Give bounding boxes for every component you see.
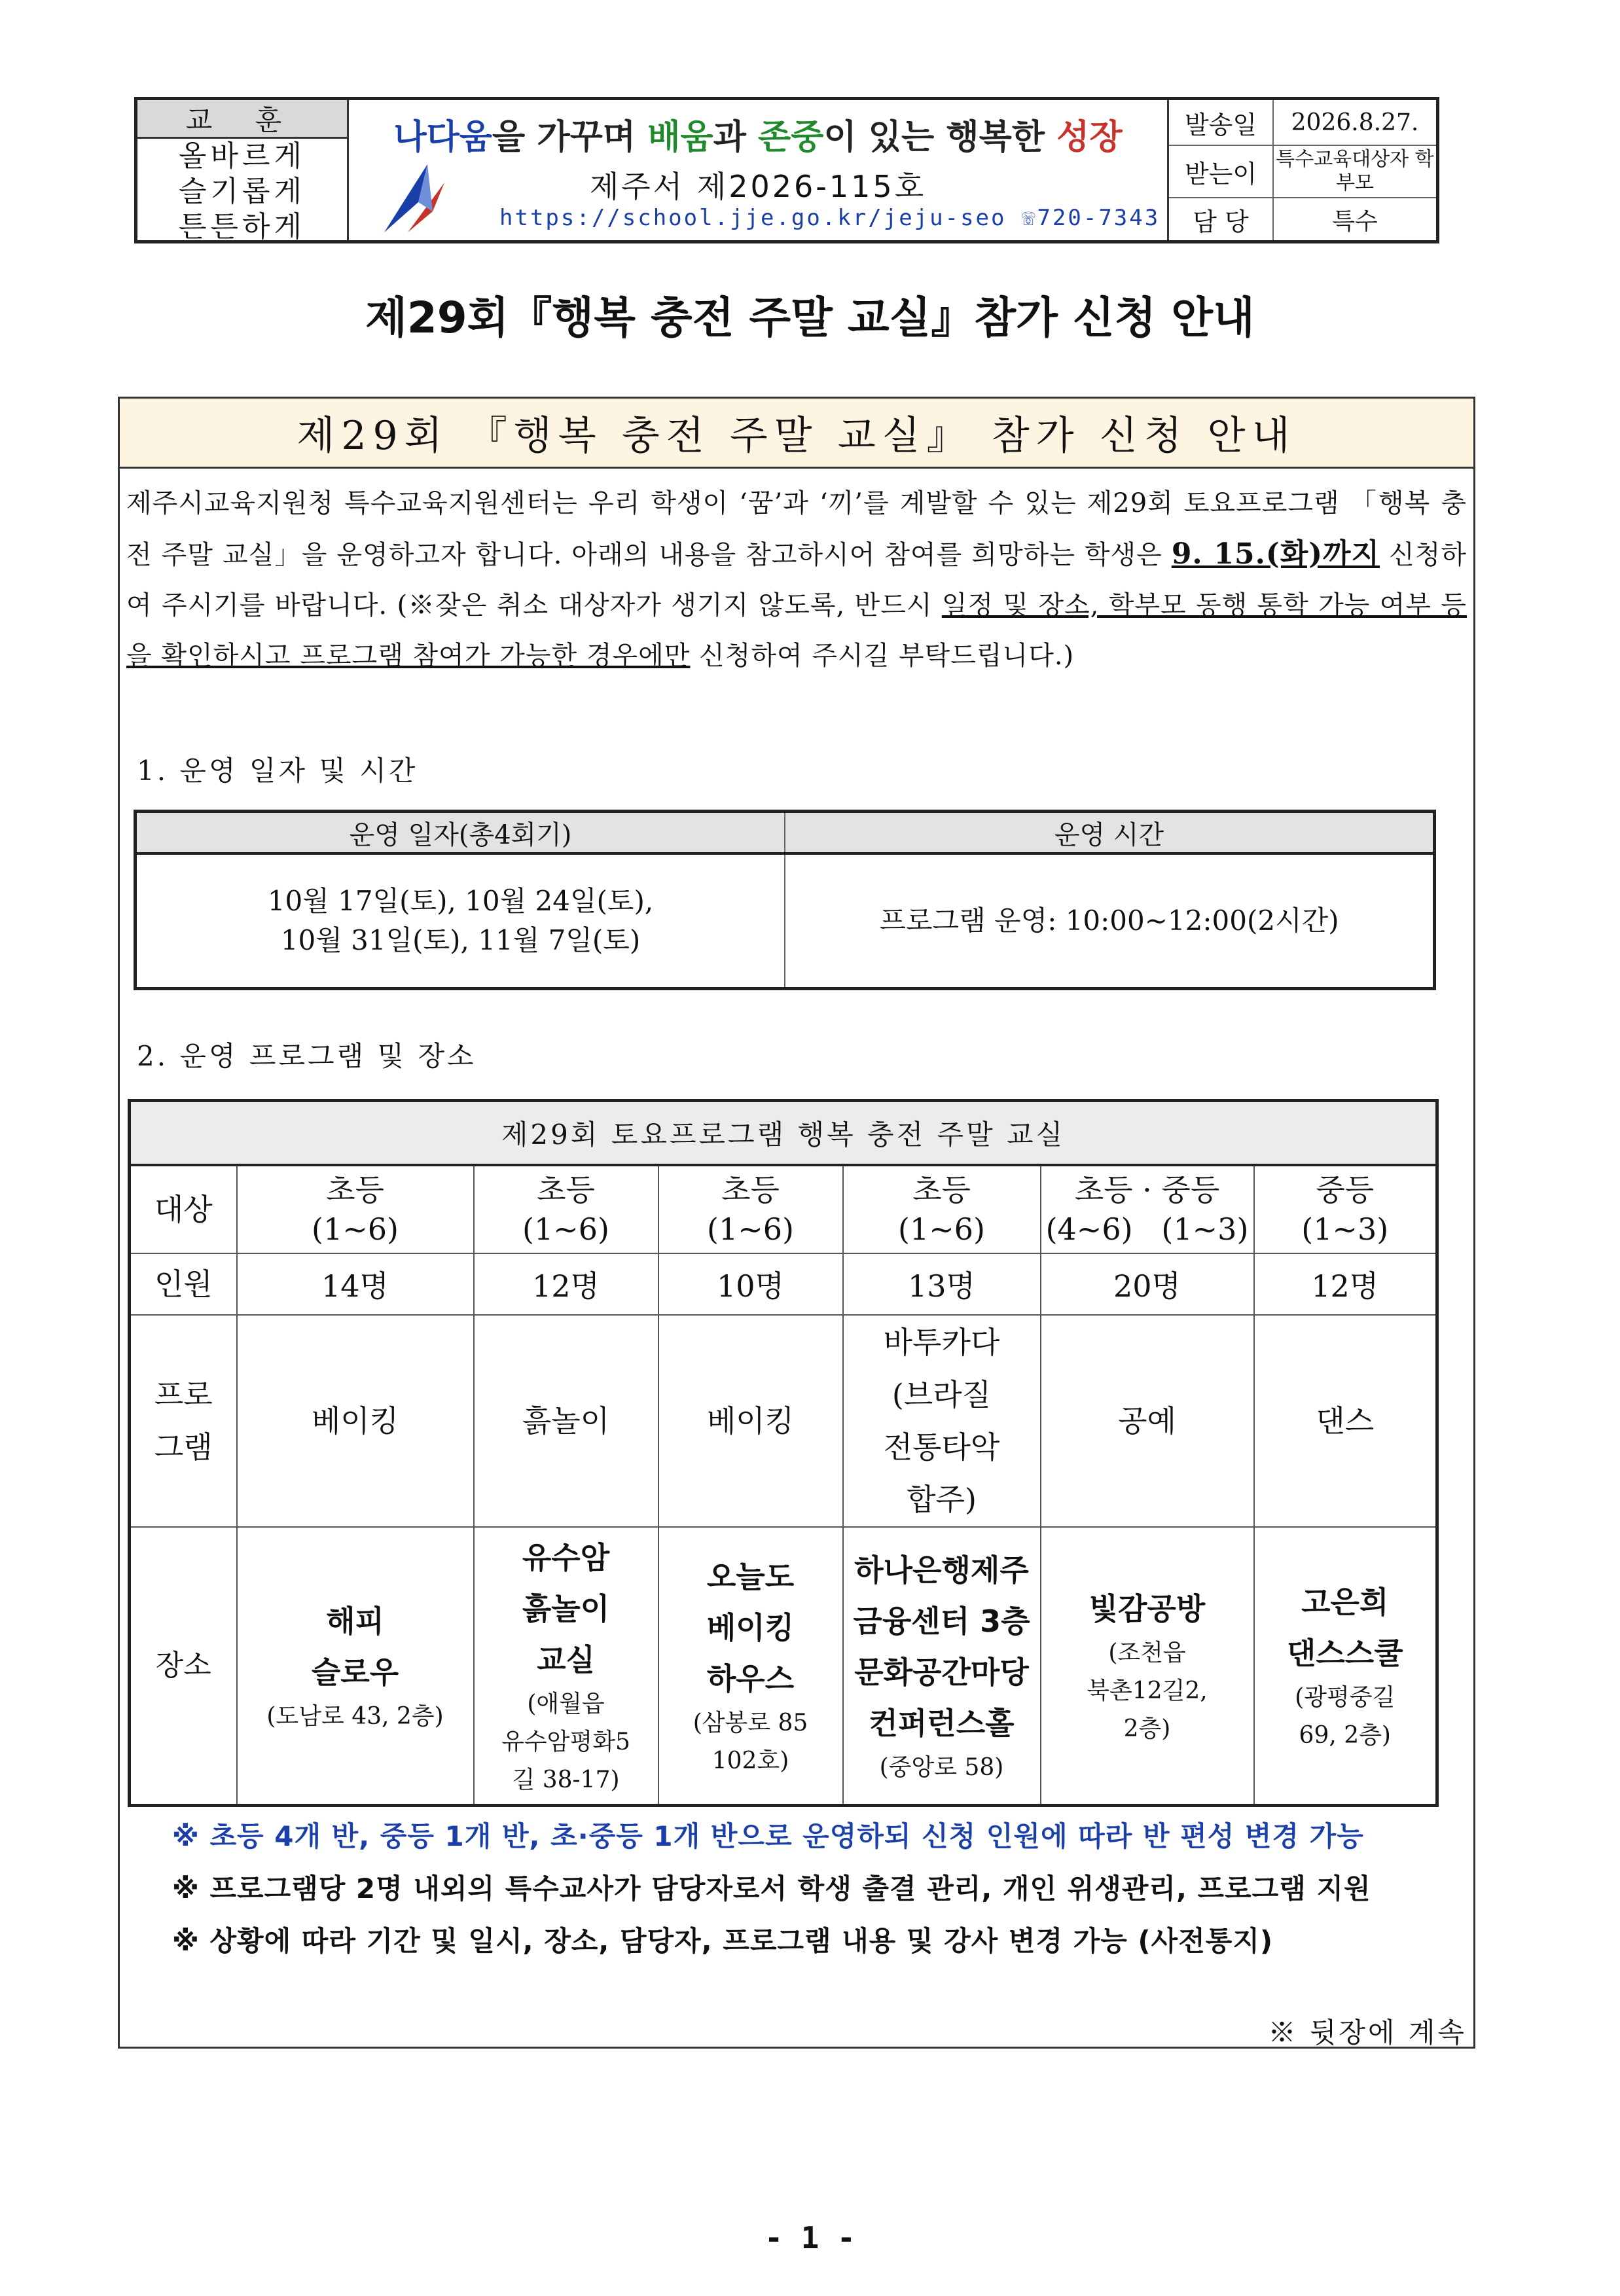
venue-name: 고은희 댄스스쿨	[1286, 1585, 1403, 1671]
motto-line: 튼튼하게	[178, 210, 306, 243]
count-cell: 10명	[658, 1253, 843, 1315]
notice-box-title: 제29회 『행복 충전 주말 교실』 참가 신청 안내	[120, 399, 1473, 469]
sent-date-label: 발송일	[1169, 100, 1274, 146]
sent-date-value: 2026.8.27.	[1274, 100, 1436, 146]
venue-cell	[843, 1527, 1041, 1806]
count-cell: 12명	[1254, 1253, 1437, 1315]
recipient-label: 받는이	[1169, 146, 1274, 198]
note: ※ 상황에 따라 기간 및 일시, 장소, 담당자, 프로그램 내용 및 강사 변경 가능 (사전통지)	[172, 1925, 1274, 1957]
slogan-part: 과	[713, 118, 758, 157]
venue-name: 유수암 흙놀이 교실	[522, 1540, 610, 1677]
target-grades: (4~6) (1~3)	[1045, 1211, 1249, 1247]
venue-address: (삼봉로 85 102호)	[693, 1710, 808, 1774]
continue-note: ※ 뒷장에 계속	[1268, 2017, 1467, 2049]
manager-value: 특수	[1332, 207, 1378, 235]
section-heading: 1. 운영 일자 및 시간	[137, 755, 418, 787]
notice-box	[118, 397, 1475, 2049]
venue-cell	[474, 1527, 658, 1806]
row-label-program: 프로 그램	[130, 1315, 237, 1527]
page-number: - 1 -	[765, 2220, 855, 2255]
letterhead	[134, 97, 1439, 243]
venue-cell	[237, 1527, 474, 1806]
school-motto	[137, 100, 349, 243]
section-heading: 2. 운영 프로그램 및 장소	[137, 1040, 477, 1072]
target-grades: (1~3)	[1301, 1211, 1389, 1247]
venue-cell	[658, 1527, 843, 1806]
target-cell	[1254, 1165, 1437, 1253]
venue-address: (도남로 43, 2층)	[266, 1703, 444, 1730]
recipient-value: 특수교육대상자 학부모	[1274, 146, 1436, 198]
venue-cell	[1254, 1527, 1437, 1806]
deadline: 9. 15.(화)까지	[1171, 537, 1380, 571]
date-header: 운영 일자(총4회기)	[135, 812, 785, 854]
motto-title: 교 훈	[137, 100, 347, 139]
venue-address: (애월읍 유수암평화5 길 38-17)	[501, 1691, 630, 1793]
target-cell	[1041, 1165, 1254, 1253]
venue-name: 하나은행제주 금융센터 3층 문화공간마당 컨퍼런스홀	[853, 1552, 1030, 1741]
school-slogan	[349, 109, 1167, 158]
target-grades: (1~6)	[522, 1211, 609, 1247]
slogan-part: 을 가꾸며	[492, 118, 648, 157]
target-cell	[658, 1165, 843, 1253]
target-level: 초등	[912, 1172, 971, 1208]
document-meta	[1169, 100, 1436, 240]
program-cell: 베이킹	[658, 1315, 843, 1527]
program-cell: 댄스	[1254, 1315, 1437, 1527]
row-label-target: 대상	[130, 1165, 237, 1253]
manager-label: 담 당	[1169, 198, 1274, 240]
target-level: 중등	[1316, 1172, 1375, 1208]
motto-line: 올바르게	[178, 139, 306, 173]
venue-address: (조천읍 북촌12길2, 2층)	[1087, 1640, 1208, 1742]
program-cell: 베이킹	[237, 1315, 474, 1527]
letterhead-center	[349, 100, 1169, 240]
page-title: 제29회『행복 충전 주말 교실』참가 신청 안내	[365, 293, 1255, 343]
slogan-part: 배움	[647, 118, 713, 157]
intro-text: 제주시교육지원청 특수교육지원센터는 우리 학생이 ‘꿈’과 ‘끼’를 계발할 수 있는 제29회 토요프로그램 「행복 충전 주말 교실」을 운영하고자 합니다. 아래의 내용을 참고하시어 참여를 희망하는 학생은	[126, 488, 1467, 570]
slogan-part: 존중	[758, 118, 824, 157]
count-cell: 20명	[1041, 1253, 1254, 1315]
target-grades: (1~6)	[898, 1211, 985, 1247]
schedule-dates	[135, 853, 785, 989]
target-level: 초등	[537, 1172, 595, 1208]
time-header: 운영 시간	[785, 812, 1435, 854]
note: ※ 프로그램당 2명 내외의 특수교사가 담당자로서 학생 출결 관리, 개인 위생관리, 프로그램 지원	[172, 1873, 1371, 1905]
row-label-count: 인원	[130, 1253, 237, 1315]
target-level: 초등	[721, 1172, 780, 1208]
target-grades: (1~6)	[312, 1211, 399, 1247]
venue-cell	[1041, 1527, 1254, 1806]
venue-name: 빛감공방	[1089, 1591, 1206, 1626]
motto-line: 슬기롭게	[178, 175, 306, 208]
motto-lines	[137, 139, 347, 245]
dates-line: 10월 17일(토), 10월 24일(토),	[267, 885, 654, 917]
program-cell: 공예	[1041, 1315, 1254, 1527]
target-cell	[474, 1165, 658, 1253]
intro-paragraph	[126, 478, 1467, 681]
target-grades: (1~6)	[707, 1211, 794, 1247]
target-level: 초등 · 중등	[1074, 1172, 1220, 1208]
target-cell	[843, 1165, 1041, 1253]
dates-line: 10월 31일(토), 11월 7일(토)	[280, 924, 641, 956]
program-table	[128, 1099, 1439, 1807]
slogan-part: 이 있는 행복한	[823, 118, 1057, 157]
count-cell: 12명	[474, 1253, 658, 1315]
venue-address: (광평중길 69, 2층)	[1295, 1684, 1395, 1749]
program-table-caption: 제29회 토요프로그램 행복 충전 주말 교실	[130, 1101, 1437, 1166]
note: ※ 초등 4개 반, 중등 1개 반, 초·중등 1개 반으로 운영하되 신청 인원에 따라 반 편성 변경 가능	[172, 1820, 1364, 1852]
target-cell	[237, 1165, 474, 1253]
schedule-table	[134, 810, 1436, 990]
count-cell: 14명	[237, 1253, 474, 1315]
intro-text: 신청하여 주시기를 바랍니다. (※잦은 취소 대상자가 생기지 않도록, 반드시	[126, 540, 1467, 620]
row-label-venue: 장소	[130, 1527, 237, 1806]
target-level: 초등	[326, 1172, 384, 1208]
intro-underlined: 일정 및 장소, 학부모 동행 통학 가능 여부 등을 확인하시고 프로그램 참여가 가능한 경우에만	[126, 590, 1467, 671]
intro-text: 신청하여 주시길 부탁드립니다.)	[690, 641, 1075, 671]
schedule-time: 프로그램 운영: 10:00~12:00(2시간)	[785, 853, 1435, 989]
venue-name: 해피 슬로우	[311, 1604, 399, 1690]
document-number: 제주서 제2026-115호	[589, 169, 927, 204]
school-url[interactable]: https://school.jje.go.kr/jeju-seo ☏720-7343	[499, 205, 1161, 231]
program-cell: 흙놀이	[474, 1315, 658, 1527]
slogan-part: 나다움	[393, 118, 493, 157]
program-cell: 바투카다 (브라질 전통타악 합주)	[843, 1315, 1041, 1527]
venue-name: 오늘도 베이킹 하우스	[706, 1559, 795, 1696]
count-cell: 13명	[843, 1253, 1041, 1315]
slogan-part: 성장	[1056, 118, 1123, 157]
venue-address: (중앙로 58)	[879, 1754, 1004, 1781]
